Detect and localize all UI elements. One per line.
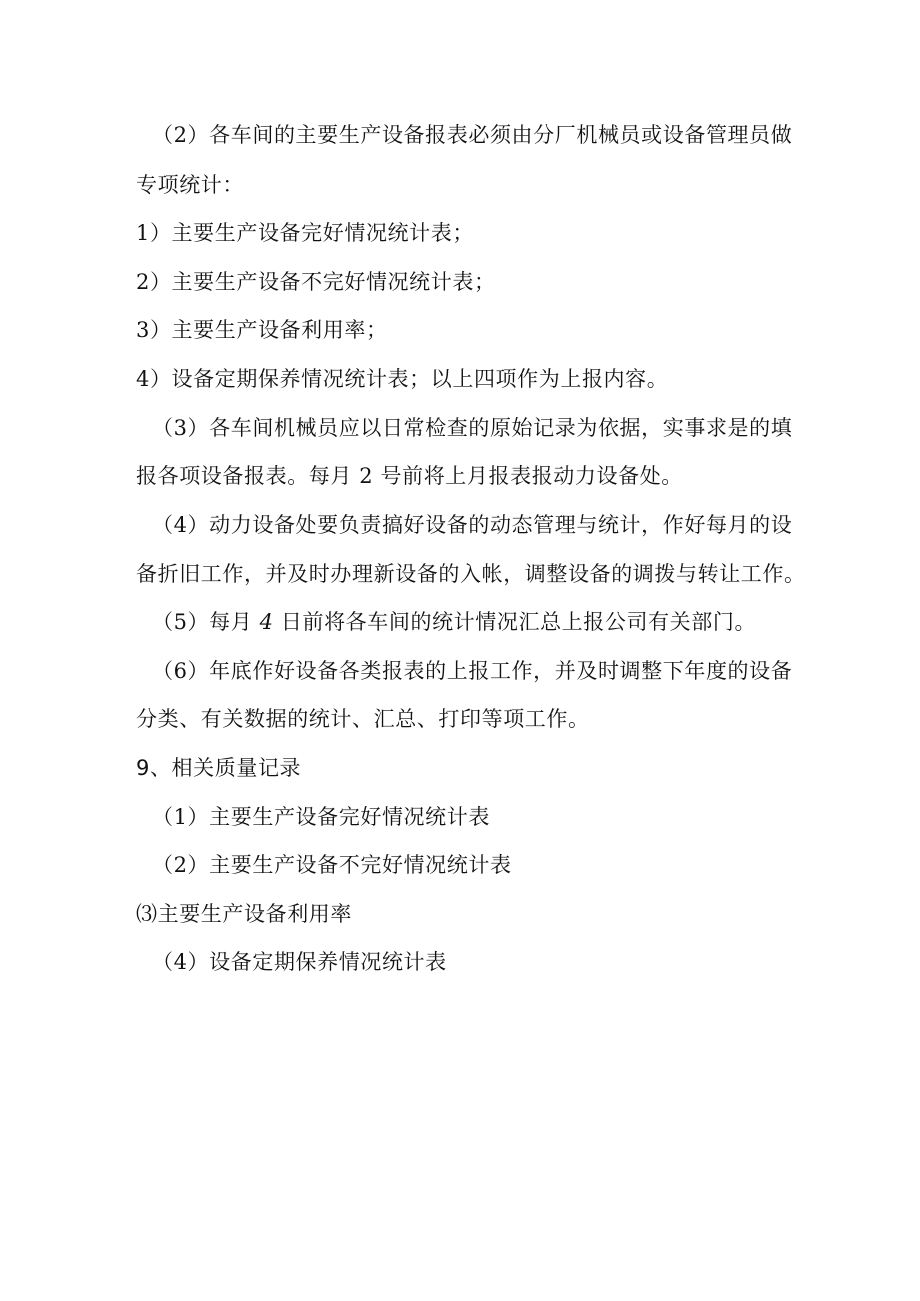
- paragraph-6-line-1: （6）年底作好设备各类报表的上报工作，并及时调整下年度的设备: [152, 659, 793, 683]
- paragraph-5-suffix: 日前将各车间的统计情况汇总上报公司有关部门。: [273, 610, 757, 634]
- paragraph-3-line-1: （3）各车间机械员应以日常检查的原始记录为依据，实事求是的填: [152, 416, 793, 440]
- paragraph-4-line-2: 备折旧工作，并及时办理新设备的入帐，调整设备的调拨与转让工作。: [136, 562, 806, 586]
- paragraph-5-day-number: 4: [259, 610, 274, 634]
- record-item-3: ⑶主要生产设备利用率: [136, 902, 352, 926]
- record-item-4: （4）设备定期保养情况统计表: [152, 950, 447, 974]
- paragraph-3-line-2: 报各项设备报表。每月 2 号前将上月报表报动力设备处。: [136, 464, 683, 488]
- paragraph-4-line-1: （4）动力设备处要负责搞好设备的动态管理与统计，作好每月的设: [152, 513, 793, 537]
- paragraph-2-line-2: 专项统计：: [136, 173, 244, 197]
- paragraph-5: [0, 607, 920, 637]
- paragraph-5-prefix: （5）每月: [152, 610, 260, 634]
- paragraph-6-line-2: 分类、有关数据的统计、汇总、打印等项工作。: [136, 707, 590, 731]
- record-item-1: （1）主要生产设备完好情况统计表: [152, 805, 490, 829]
- record-item-2: （2）主要生产设备不完好情况统计表: [152, 853, 512, 877]
- list-item-1: 1）主要生产设备完好情况统计表；: [136, 221, 474, 245]
- list-item-2: 2）主要生产设备不完好情况统计表；: [136, 270, 496, 294]
- list-item-3: 3）主要生产设备利用率；: [136, 318, 388, 342]
- section-9-heading: 9、相关质量记录: [136, 756, 302, 780]
- paragraph-2-line-1: （2）各车间的主要生产设备报表必须由分厂机械员或设备管理员做: [152, 123, 793, 147]
- list-item-4: 4）设备定期保养情况统计表；以上四项作为上报内容。: [136, 367, 669, 391]
